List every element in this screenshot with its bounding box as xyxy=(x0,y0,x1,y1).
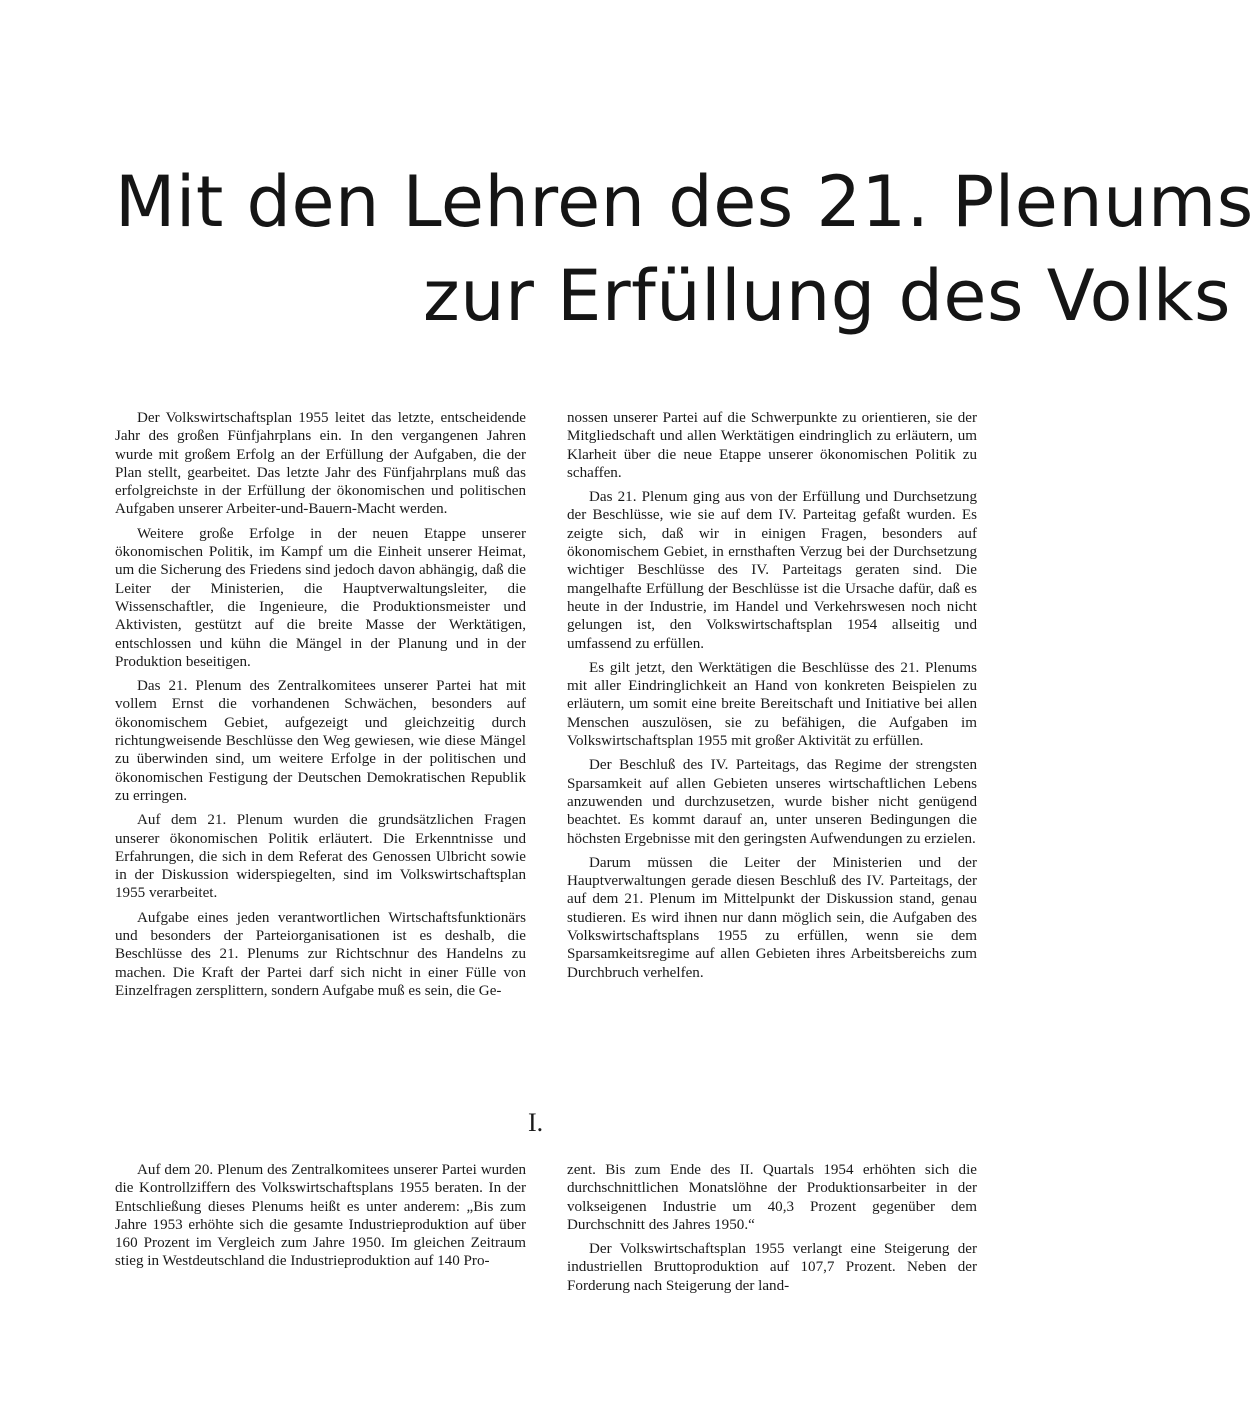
paragraph: Weitere große Erfolge in der neuen Etappe unserer ökonomischen Politik, im Kampf um die Einheit unserer Heimat, um die Sicherung des Friedens sind jedoch davon abhängig, daß die Leiter der Ministerien, die Hauptverwaltungsleiter, die Wissenschaftler, die Ingenieure, die Produktionsmeister und Aktivisten, gestützt auf die breite Masse der Werktätigen, entschlossen und kühn die Mängel in der Planung und in der Produktion beseitigen. xyxy=(115,525,526,670)
paragraph: zent. Bis zum Ende des II. Quartals 1954 erhöhten sich die durchschnittlichen Monatslöhne der Produktionsarbeiter in der volkseigenen Industrie um 40,3 Prozent gegenüber dem Durchschnitt des Jahres 1950.“ xyxy=(567,1162,977,1233)
paragraph: Das 21. Plenum ging aus von der Erfüllung und Durchsetzung der Beschlüsse, wie sie auf dem IV. Parteitag gefaßt wurden. Es zeigte sich, daß wir in einigen Fragen, besonders auf ökonomischem Gebiet, in ernsthaften Verzug bei der Durchsetzung wichtiger Beschlüsse des IV. Parteitags geraten sind. Die mangelhafte Erfüllung der Beschlüsse ist die Ursache dafür, daß es heute in der Industrie, im Handel und Verkehrswesen noch nicht gelungen ist, den Volkswirtschaftsplan 1954 allseitig und umfassend zu erfüllen. xyxy=(567,489,977,652)
paragraph: Der Beschluß des IV. Parteitags, das Regime der strengsten Sparsamkeit auf allen Gebieten unseres wirtschaftlichen Lebens anzuwenden und durchzusetzen, wurde bisher nicht genügend beachtet. Es kommt darauf an, unter unseren Bedingungen die höchsten Ergebnisse mit den geringsten Aufwendungen zu erzielen. xyxy=(567,757,977,847)
left-column xyxy=(115,409,526,1006)
paragraph: Darum müssen die Leiter der Ministerien und der Hauptverwaltungen gerade diesen Beschluß des IV. Parteitags, der auf dem 21. Plenum im Mittelpunkt der Diskussion stand, genau studieren. Es wird ihnen nur dann möglich sein, die Aufgaben des Volkswirtschaftsplans 1955 zu erfüllen, wenn sie dem Sparsamkeitsregime auf allen Gebieten ihres Arbeitsbereichs zum Durchbruch verhelfen. xyxy=(567,854,977,981)
paragraph: Auf dem 20. Plenum des Zentralkomitees unserer Partei wurden die Kontrollziffern des Volkswirtschaftsplans 1955 beraten. In der Entschließung dieses Plenums heißt es unter anderem: „Bis zum Jahre 1953 erhöhte sich die gesamte Industrieproduktion auf über 160 Prozent im Vergleich zum Jahre 1950. Im gleichen Zeitraum stieg in Westdeutschland die Industrieproduktion auf 140 Pro- xyxy=(115,1162,526,1270)
paragraph: Der Volkswirtschaftsplan 1955 leitet das letzte, entscheidende Jahr des großen Fünfjahrplans ein. In den vergangenen Jahren wurde mit großem Erfolg an der Erfüllung der Aufgaben, die der Plan stellt, gearbeitet. Das letzte Jahr des Fünfjahrplans muß das erfolgreichste in der Erfüllung der ökonomischen und politischen Aufgaben unserer Arbeiter-und-Bauern-Macht werden. xyxy=(115,410,526,518)
paragraph: Der Volkswirtschaftsplan 1955 verlangt eine Steigerung der industriellen Bruttoproduktion auf 107,7 Prozent. Neben der Forderung nach Steigerung der land- xyxy=(567,1241,977,1294)
paragraph: nossen unserer Partei auf die Schwerpunkte zu orientieren, sie der Mitgliedschaft und allen Werktätigen eindringlich zu erläutern, um Klarheit über die neue Etappe unserer ökonomischen Politik zu schaffen. xyxy=(567,410,977,481)
paragraph: Aufgabe eines jeden verantwortlichen Wirtschaftsfunktionärs und besonders der Parteiorganisationen ist es deshalb, die Beschlüsse des 21. Plenums zur Richtschnur des Handelns zu machen. Die Kraft der Partei darf sich nicht in einer Fülle von Einzelfragen zersplittern, sondern Aufgabe muß es sein, die Ge- xyxy=(115,909,526,999)
section-right-column xyxy=(567,1161,977,1301)
paragraph: Es gilt jetzt, den Werktätigen die Beschlüsse des 21. Plenums mit aller Eindringlichkeit an Hand von konkreten Beispielen zu erläutern, um somit eine breite Bereitschaft und Initiative bei allen Menschen auszulösen, sie zu befähigen, die Aufgaben im Volkswirtschaftsplan 1955 mit großer Aktivität zu erfüllen. xyxy=(567,659,977,750)
headline-line-2: zur Erfüllung des Volks xyxy=(423,255,1231,337)
headline-line-1: Mit den Lehren des 21. Plenums xyxy=(115,161,1254,243)
section-left-column xyxy=(115,1161,526,1277)
paragraph: Das 21. Plenum des Zentralkomitees unserer Partei hat mit vollem Ernst die vorhandenen Schwächen, besonders auf ökonomischem Gebiet, aufgezeigt und gleichzeitig durch richtungweisende Beschlüsse den Weg gewiesen, wie diese Mängel zu überwinden sind, um weitere Erfolge in der politischen und ökonomischen Festigung der Deutschen Demokratischen Republik zu erringen. xyxy=(115,678,526,804)
paragraph: Auf dem 21. Plenum wurden die grundsätzlichen Fragen unserer ökonomischen Politik erläutert. Die Erkenntnisse und Erfahrungen, die sich in dem Referat des Genossen Ulbricht sowie in der Diskussion widerspiegelten, sind im Volkswirtschaftsplan 1955 verarbeitet. xyxy=(115,812,526,902)
section-numeral: I. xyxy=(528,1108,544,1137)
right-column xyxy=(567,409,977,988)
